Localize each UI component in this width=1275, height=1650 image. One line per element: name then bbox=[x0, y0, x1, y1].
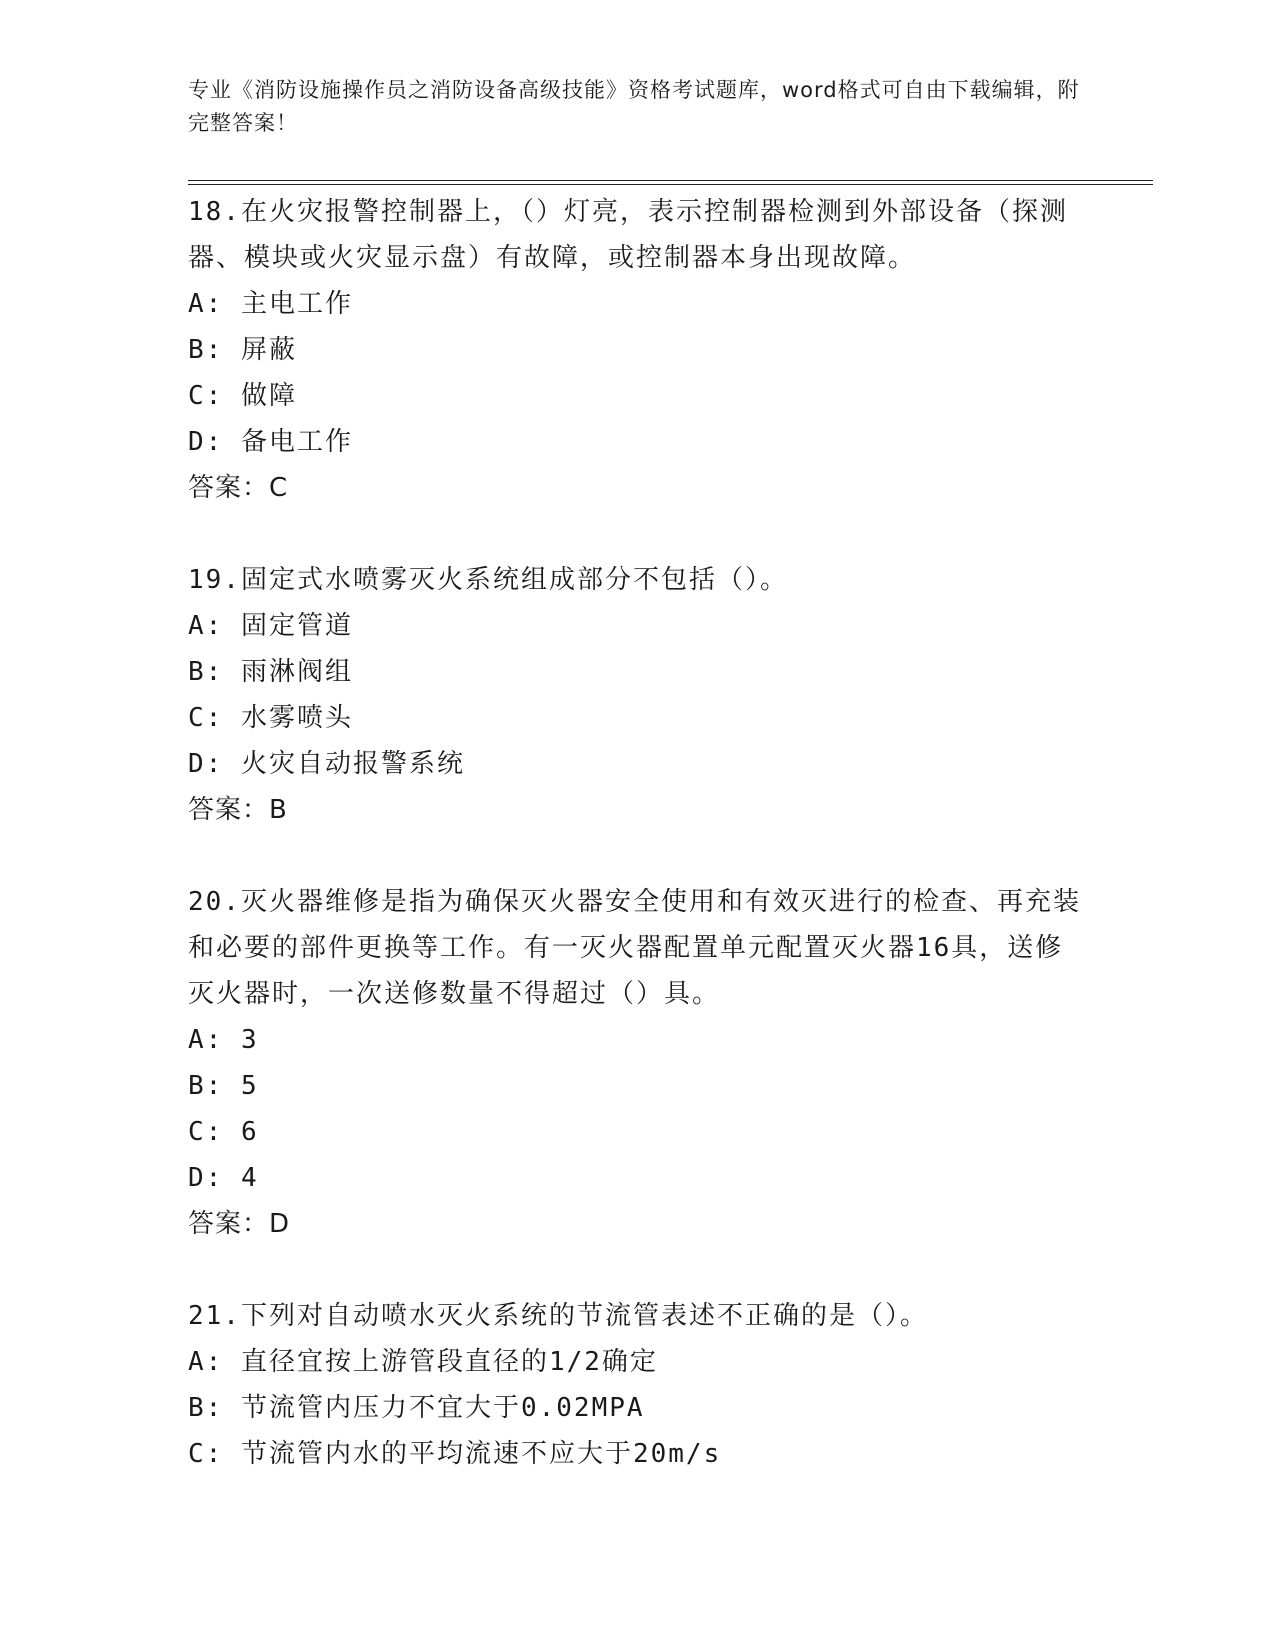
option-b: B: 雨淋阀组 bbox=[188, 657, 353, 687]
question-text: 19.固定式水喷雾灭火系统组成部分不包括（）。 bbox=[188, 565, 788, 595]
option-d: D: 火灾自动报警系统 bbox=[188, 749, 465, 779]
answer-line: 答案：D bbox=[188, 1209, 291, 1239]
option-a: A: 直径宜按上游管段直径的1/2确定 bbox=[188, 1347, 658, 1377]
question-text: 21.下列对自动喷水灭火系统的节流管表述不正确的是（）。 bbox=[188, 1301, 928, 1331]
option-b: B: 屏蔽 bbox=[188, 335, 297, 365]
question-spacer bbox=[188, 511, 1088, 557]
option-c: C: 水雾喷头 bbox=[188, 703, 353, 733]
option-c: C: 6 bbox=[188, 1117, 259, 1147]
option-a: A: 主电工作 bbox=[188, 289, 353, 319]
question-21 bbox=[188, 1293, 1088, 1477]
question-20 bbox=[188, 879, 1088, 1247]
option-c: C: 做障 bbox=[188, 381, 297, 411]
option-d: D: 4 bbox=[188, 1163, 259, 1193]
option-d: D: 备电工作 bbox=[188, 427, 353, 457]
option-b: B: 5 bbox=[188, 1071, 259, 1101]
question-spacer bbox=[188, 833, 1088, 879]
option-a: A: 固定管道 bbox=[188, 611, 353, 641]
question-list bbox=[188, 189, 1088, 1477]
option-a: A: 3 bbox=[188, 1025, 259, 1055]
answer-line: 答案：C bbox=[188, 473, 289, 503]
question-spacer bbox=[188, 1247, 1088, 1293]
header-divider-bottom bbox=[188, 184, 1153, 185]
question-19 bbox=[188, 557, 1088, 833]
question-text: 20.灭火器维修是指为确保灭火器安全使用和有效灭进行的检查、再充装和必要的部件更换等工作。有一灭火器配置单元配置灭火器16具，送修灭火器时，一次送修数量不得超过（）具。 bbox=[188, 887, 1081, 1009]
document-header: 专业《消防设施操作员之消防设备高级技能》资格考试题库，word格式可自由下载编辑，附完整答案！ bbox=[188, 78, 1080, 135]
header-divider-top bbox=[188, 180, 1153, 181]
option-c: C: 节流管内水的平均流速不应大于20m/s bbox=[188, 1439, 722, 1469]
answer-line: 答案：B bbox=[188, 795, 288, 825]
question-text: 18.在火灾报警控制器上，（）灯亮，表示控制器检测到外部设备（探测器、模块或火灾显示盘）有故障，或控制器本身出现故障。 bbox=[188, 197, 1068, 273]
question-18 bbox=[188, 189, 1088, 511]
option-b: B: 节流管内压力不宜大于0.02MPA bbox=[188, 1393, 645, 1423]
